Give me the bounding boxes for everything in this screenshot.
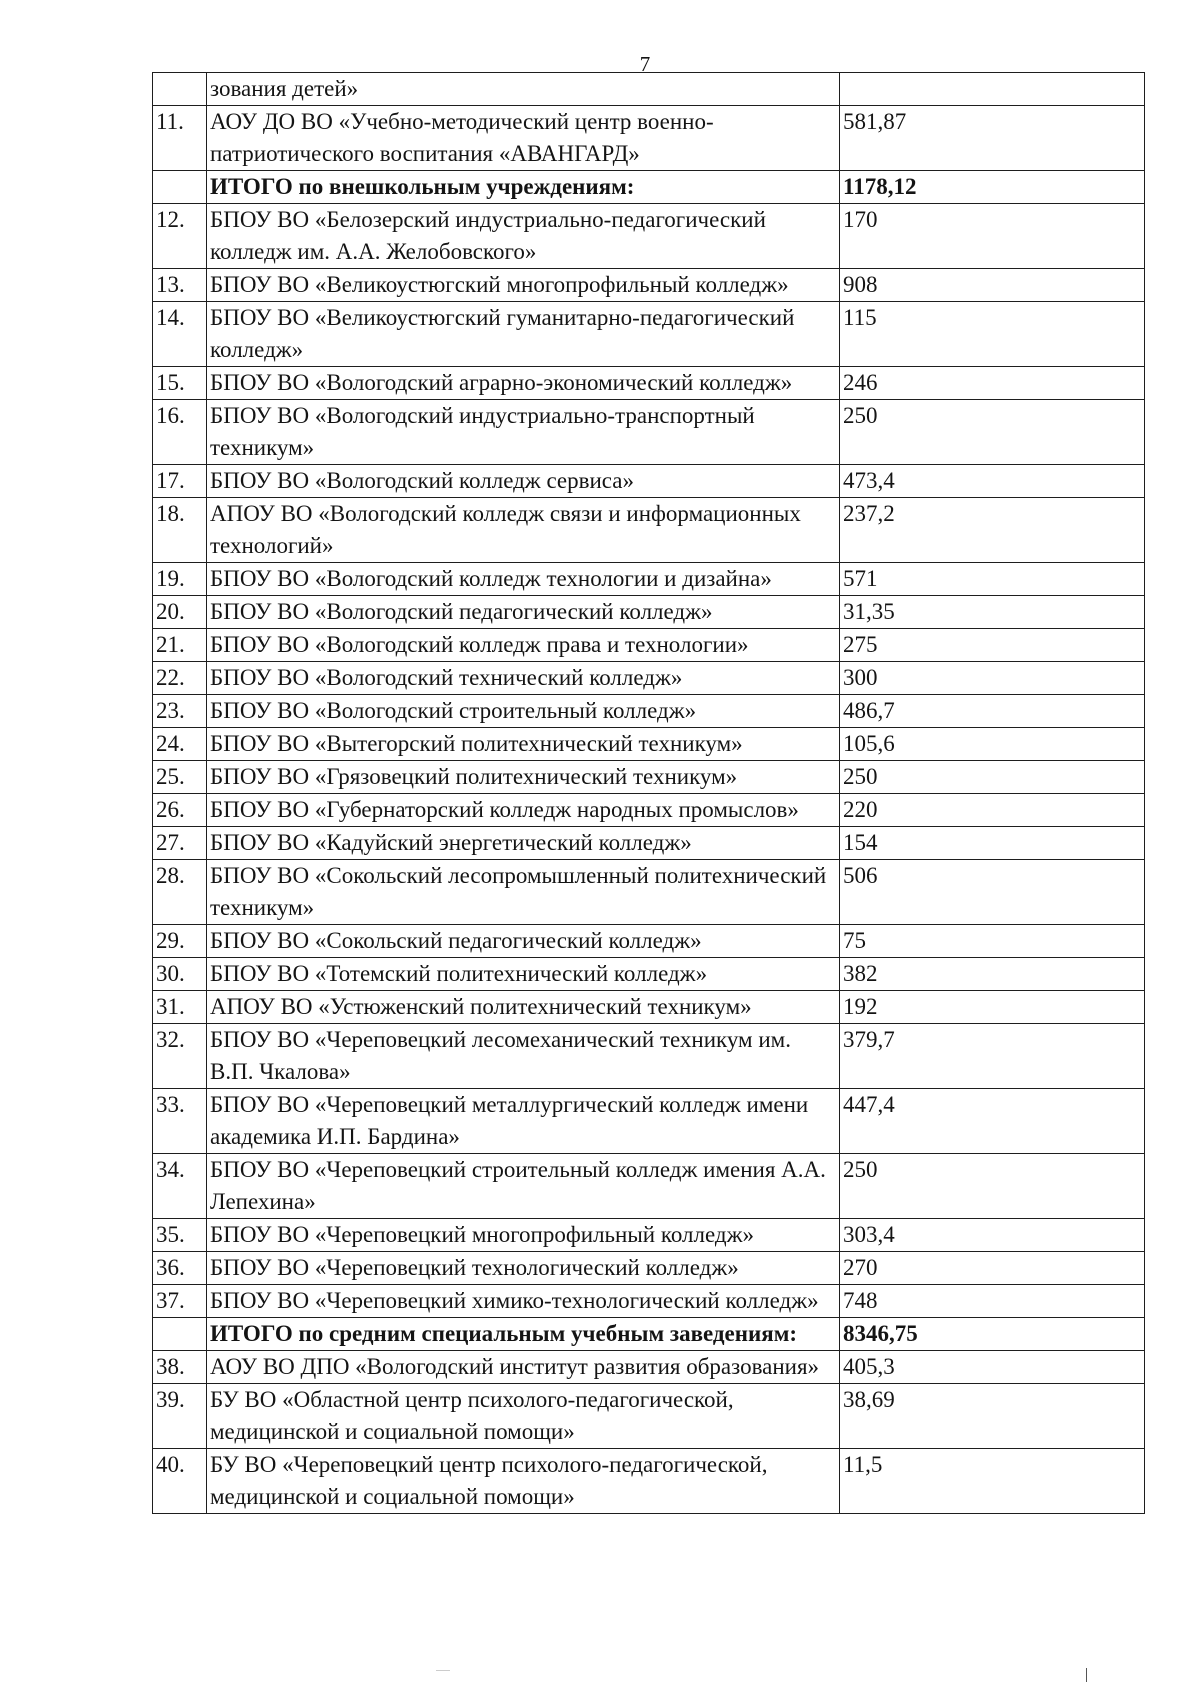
row-number-cell: 27. (153, 827, 207, 860)
institution-name-cell: БПОУ ВО «Грязовецкий политехнический техникум» (207, 761, 840, 794)
institution-name-cell: БПОУ ВО «Вологодский колледж сервиса» (207, 465, 840, 498)
amount-cell: 250 (840, 1154, 1145, 1219)
amount-cell: 8346,75 (840, 1318, 1145, 1351)
institution-name-cell: БПОУ ВО «Сокольский педагогический колледж» (207, 925, 840, 958)
row-number-cell: 17. (153, 465, 207, 498)
amount-cell: 170 (840, 204, 1145, 269)
amount-cell: 192 (840, 991, 1145, 1024)
institution-name-cell: АПОУ ВО «Устюженский политехнический техникум» (207, 991, 840, 1024)
institution-name-cell: БПОУ ВО «Великоустюгский многопрофильный колледж» (207, 269, 840, 302)
institution-name-cell: БУ ВО «Областной центр психолого-педагогической, медицинской и социальной помощи» (207, 1384, 840, 1449)
institution-name-cell: БПОУ ВО «Череповецкий металлургический колледж имени академика И.П. Бардина» (207, 1089, 840, 1154)
institution-name-cell: БПОУ ВО «Сокольский лесопромышленный политехнический техникум» (207, 860, 840, 925)
institution-name-cell: БУ ВО «Череповецкий центр психолого-педагогической, медицинской и социальной помощи» (207, 1449, 840, 1514)
institution-name-cell: БПОУ ВО «Череповецкий многопрофильный колледж» (207, 1219, 840, 1252)
amount-cell: 220 (840, 794, 1145, 827)
page-number: 7 (639, 52, 651, 76)
table-row (153, 1024, 1145, 1089)
table-row (153, 991, 1145, 1024)
row-number-cell: 21. (153, 629, 207, 662)
row-number-cell: 23. (153, 695, 207, 728)
row-number-cell: 14. (153, 302, 207, 367)
table-row (153, 958, 1145, 991)
amount-cell: 275 (840, 629, 1145, 662)
row-number-cell: 33. (153, 1089, 207, 1154)
row-number-cell: 36. (153, 1252, 207, 1285)
amount-cell: 748 (840, 1285, 1145, 1318)
table-row (153, 1154, 1145, 1219)
row-number-cell: 20. (153, 596, 207, 629)
scan-mark (1086, 1668, 1087, 1682)
table-row (153, 629, 1145, 662)
table-body (153, 73, 1145, 1514)
institution-name-cell: ИТОГО по внешкольным учреждениям: (207, 171, 840, 204)
row-number-cell: 19. (153, 563, 207, 596)
institution-name-cell: БПОУ ВО «Губернаторский колледж народных промыслов» (207, 794, 840, 827)
institution-name-cell: АПОУ ВО «Вологодский колледж связи и информационных технологий» (207, 498, 840, 563)
institution-name-cell: БПОУ ВО «Вологодский технический колледж» (207, 662, 840, 695)
row-number-cell: 28. (153, 860, 207, 925)
amount-cell: 382 (840, 958, 1145, 991)
amount-cell: 38,69 (840, 1384, 1145, 1449)
institution-name-cell: БПОУ ВО «Вытегорский политехнический техникум» (207, 728, 840, 761)
institution-name-cell: БПОУ ВО «Вологодский колледж технологии и дизайна» (207, 563, 840, 596)
amount-cell: 486,7 (840, 695, 1145, 728)
amount-cell: 379,7 (840, 1024, 1145, 1089)
institution-name-cell: БПОУ ВО «Череповецкий технологический колледж» (207, 1252, 840, 1285)
total-row (153, 171, 1145, 204)
table-row (153, 367, 1145, 400)
table-row (153, 302, 1145, 367)
table-row (153, 1219, 1145, 1252)
amount-cell: 473,4 (840, 465, 1145, 498)
institution-name-cell: БПОУ ВО «Вологодский строительный колледж» (207, 695, 840, 728)
row-number-cell: 25. (153, 761, 207, 794)
amount-cell: 581,87 (840, 106, 1145, 171)
amount-cell: 31,35 (840, 596, 1145, 629)
amount-cell: 405,3 (840, 1351, 1145, 1384)
institution-name-cell: БПОУ ВО «Череповецкий лесомеханический техникум им. В.П. Чкалова» (207, 1024, 840, 1089)
institution-name-cell: ИТОГО по средним специальным учебным заведениям: (207, 1318, 840, 1351)
institution-name-cell: БПОУ ВО «Кадуйский энергетический колледж» (207, 827, 840, 860)
total-row (153, 1318, 1145, 1351)
table-row (153, 1351, 1145, 1384)
institution-name-cell: БПОУ ВО «Вологодский колледж права и технологии» (207, 629, 840, 662)
row-number-cell: 18. (153, 498, 207, 563)
row-number-cell: 37. (153, 1285, 207, 1318)
table-row (153, 662, 1145, 695)
scan-smudge (436, 1670, 450, 1671)
row-number-cell: 31. (153, 991, 207, 1024)
amount-cell: 115 (840, 302, 1145, 367)
table-row (153, 794, 1145, 827)
institution-name-cell: БПОУ ВО «Вологодский педагогический колледж» (207, 596, 840, 629)
row-number-cell: 12. (153, 204, 207, 269)
institution-name-cell: БПОУ ВО «Великоустюгский гуманитарно-педагогический колледж» (207, 302, 840, 367)
amount-cell: 250 (840, 761, 1145, 794)
table-row (153, 106, 1145, 171)
institution-name-cell: БПОУ ВО «Тотемский политехнический колледж» (207, 958, 840, 991)
table-row (153, 1089, 1145, 1154)
amount-cell: 75 (840, 925, 1145, 958)
table-row (153, 761, 1145, 794)
amount-cell: 246 (840, 367, 1145, 400)
amount-cell: 1178,12 (840, 171, 1145, 204)
row-number-cell: 15. (153, 367, 207, 400)
table-row (153, 1384, 1145, 1449)
row-number-cell: 35. (153, 1219, 207, 1252)
table-row (153, 269, 1145, 302)
row-number-cell: 11. (153, 106, 207, 171)
table-row (153, 728, 1145, 761)
table-row (153, 400, 1145, 465)
row-number-cell: 26. (153, 794, 207, 827)
row-number-cell (153, 1318, 207, 1351)
amount-cell: 11,5 (840, 1449, 1145, 1514)
institution-name-cell: БПОУ ВО «Череповецкий строительный колледж имения А.А. Лепехина» (207, 1154, 840, 1219)
row-number-cell: 40. (153, 1449, 207, 1514)
table-row (153, 925, 1145, 958)
row-number-cell: 38. (153, 1351, 207, 1384)
table-row (153, 563, 1145, 596)
institution-name-cell: БПОУ ВО «Белозерский индустриально-педагогический колледж им. А.А. Желобовского» (207, 204, 840, 269)
row-number-cell: 13. (153, 269, 207, 302)
row-number-cell: 32. (153, 1024, 207, 1089)
row-number-cell: 22. (153, 662, 207, 695)
table-row (153, 498, 1145, 563)
institution-name-cell: БПОУ ВО «Череповецкий химико-технологический колледж» (207, 1285, 840, 1318)
table-row (153, 465, 1145, 498)
amount-cell: 908 (840, 269, 1145, 302)
table-row (153, 1285, 1145, 1318)
amount-cell: 300 (840, 662, 1145, 695)
amount-cell: 303,4 (840, 1219, 1145, 1252)
amount-cell: 447,4 (840, 1089, 1145, 1154)
row-number-cell: 29. (153, 925, 207, 958)
table-row (153, 596, 1145, 629)
table-row (153, 73, 1145, 106)
institution-name-cell: БПОУ ВО «Вологодский индустриально-транспортный техникум» (207, 400, 840, 465)
row-number-cell: 34. (153, 1154, 207, 1219)
table-row (153, 1449, 1145, 1514)
table-row (153, 204, 1145, 269)
institution-name-cell: АОУ ВО ДПО «Вологодский институт развития образования» (207, 1351, 840, 1384)
row-number-cell (153, 171, 207, 204)
table-row (153, 1252, 1145, 1285)
row-number-cell: 16. (153, 400, 207, 465)
table-row (153, 860, 1145, 925)
amount-cell: 154 (840, 827, 1145, 860)
amount-cell: 250 (840, 400, 1145, 465)
table-row (153, 695, 1145, 728)
row-number-cell (153, 73, 207, 106)
institution-name-cell: БПОУ ВО «Вологодский аграрно-экономический колледж» (207, 367, 840, 400)
amount-cell (840, 73, 1145, 106)
row-number-cell: 30. (153, 958, 207, 991)
amount-cell: 237,2 (840, 498, 1145, 563)
amount-cell: 506 (840, 860, 1145, 925)
amount-cell: 270 (840, 1252, 1145, 1285)
institutions-table (152, 72, 1145, 1514)
institution-name-cell: зования детей» (207, 73, 840, 106)
institution-name-cell: АОУ ДО ВО «Учебно-методический центр военно-патриотического воспитания «АВАНГАРД» (207, 106, 840, 171)
row-number-cell: 24. (153, 728, 207, 761)
table-row (153, 827, 1145, 860)
amount-cell: 105,6 (840, 728, 1145, 761)
amount-cell: 571 (840, 563, 1145, 596)
row-number-cell: 39. (153, 1384, 207, 1449)
